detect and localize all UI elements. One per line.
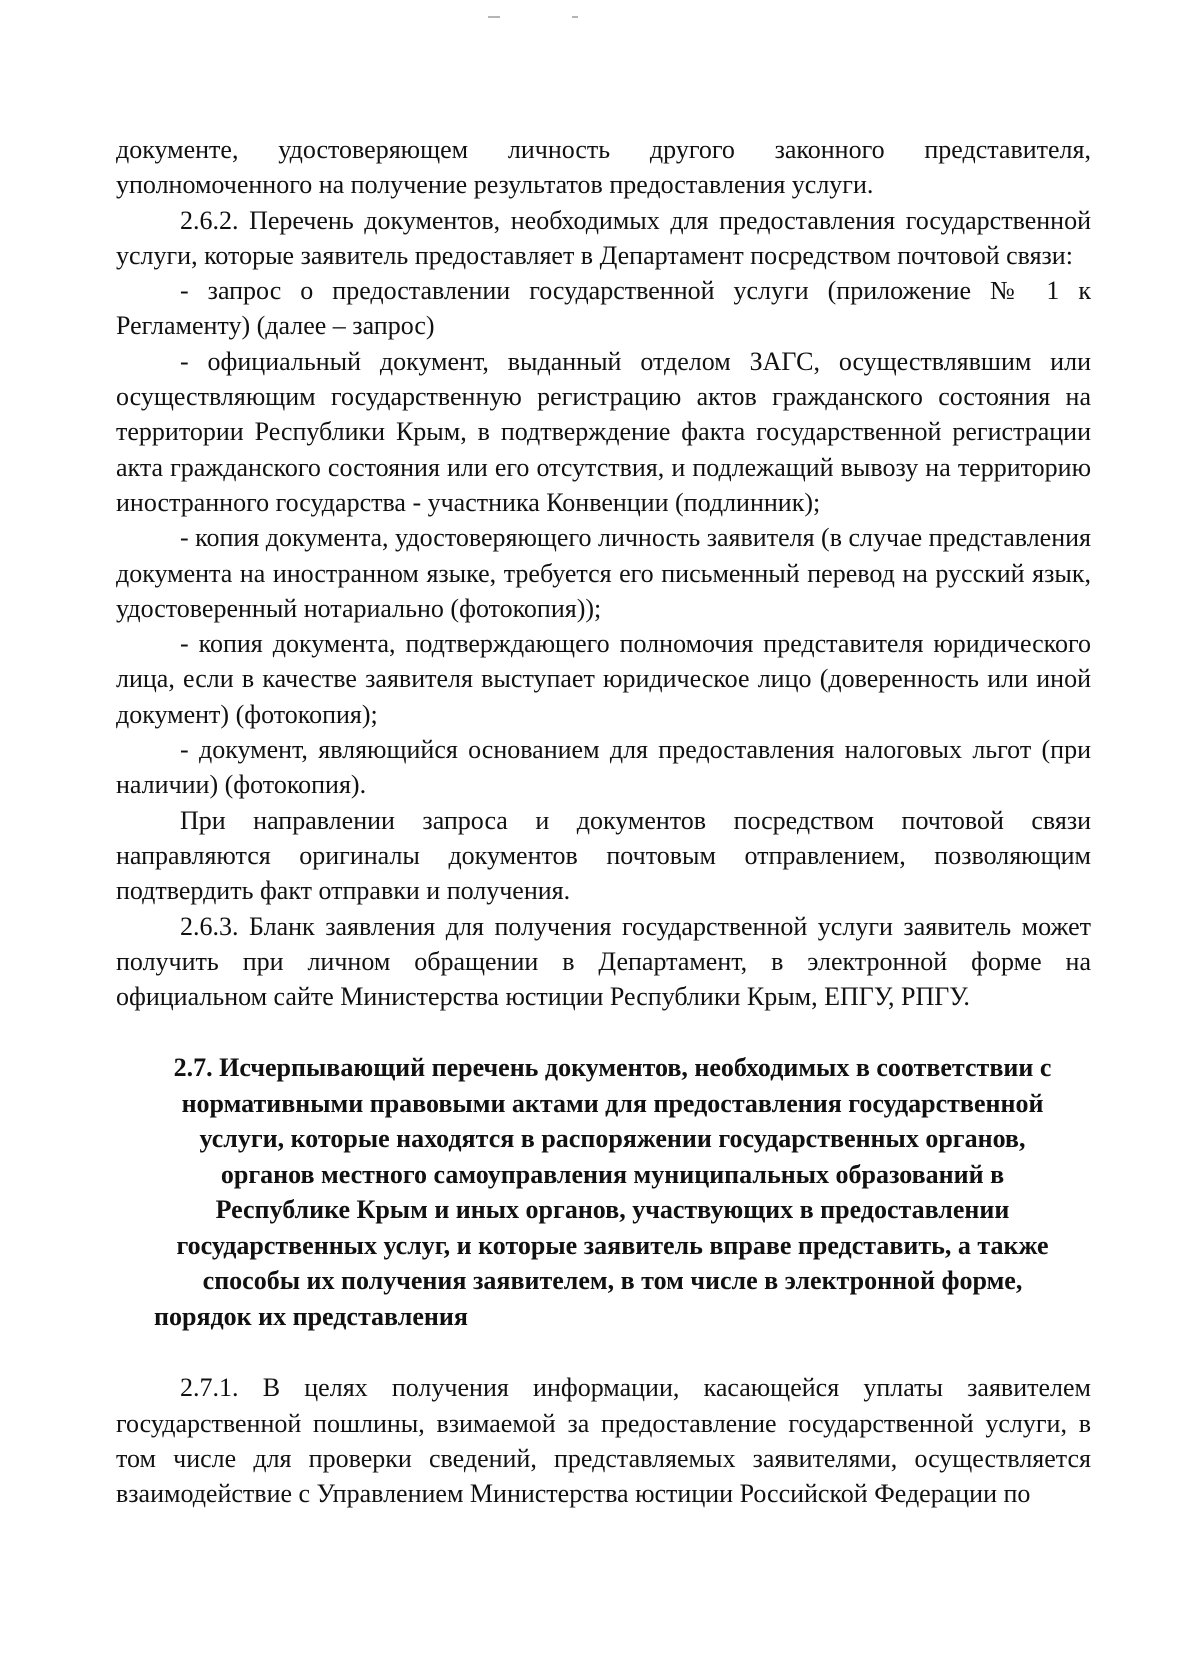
section-heading-2-7: 2.7. Исчерпывающий перечень документов, необходимых в соответствии с нормативными правовыми актами для предоставления государственной услуги, которые находятся в распоряжении государственных органов, органов местного самоуправления муниципальных образований в Республике Крым и иных органов, участвующих в предоставлении государственных услуг, и которые заявитель вправе представить, а также способы их получения заявителем, в том числе в электронной форме, порядок их представления [154, 1053, 1052, 1331]
paragraph-postal-originals: При направлении запроса и документов посредством почтовой связи направляются оригиналы документов почтовым отправлением, позволяющим подтвердить факт отправки и получения. [116, 805, 1091, 906]
list-item-tax-benefit-document: - документ, являющийся основанием для предоставления налоговых льгот (при наличии) (фотокопия). [116, 735, 1091, 800]
paragraph-2-6-2: 2.6.2. Перечень документов, необходимых для предоставления государственной услуги, которые заявитель предоставляет в Департамент посредством почтовой связи: [116, 205, 1091, 270]
list-item-identity-copy: - копия документа, удостоверяющего личность заявителя (в случае представления документа на иностранном языке, требуется его письменный перевод на русский язык, удостоверенный нотариально (фотокопия)); [116, 523, 1091, 623]
list-item-request: - запрос о предоставлении государственной услуги (приложение № 1 к Регламенту) (далее – запрос) [116, 276, 1091, 341]
scan-artifact [572, 16, 578, 18]
list-item-authority-copy: - копия документа, подтверждающего полномочия представителя юридического лица, если в качестве заявителя выступает юридическое лицо (доверенность или иной документ) (фотокопия); [116, 629, 1091, 729]
paragraph-2-7-1: 2.7.1. В целях получения информации, касающейся уплаты заявителем государственной пошлины, взимаемой за предоставление государственной услуги, в том числе для проверки сведений, представляемых заявителями, осуществляется взаимодействие с Управлением Министерства юстиции Российской Федерации по [116, 1373, 1091, 1509]
paragraph-continuation: документе, удостоверяющем личность другого законного представителя, уполномоченного на получение результатов предоставления услуги. [116, 135, 1091, 200]
document-body [116, 132, 1091, 1512]
scan-artifact [488, 16, 500, 18]
list-item-official-document: - официальный документ, выданный отделом ЗАГС, осуществлявшим или осуществляющим государственную регистрацию актов гражданского состояния на территории Республики Крым, в подтверждение факта государственной регистрации акта гражданского состояния или его отсутствия, и подлежащий вывозу на территорию иностранного государства - участника Конвенции (подлинник); [116, 346, 1091, 517]
paragraph-2-6-3: 2.6.3. Бланк заявления для получения государственной услуги заявитель может получить при личном обращении в Департамент, в электронной форме на официальном сайте Министерства юстиции Республики Крым, ЕПГУ, РПГУ. [116, 911, 1091, 1012]
